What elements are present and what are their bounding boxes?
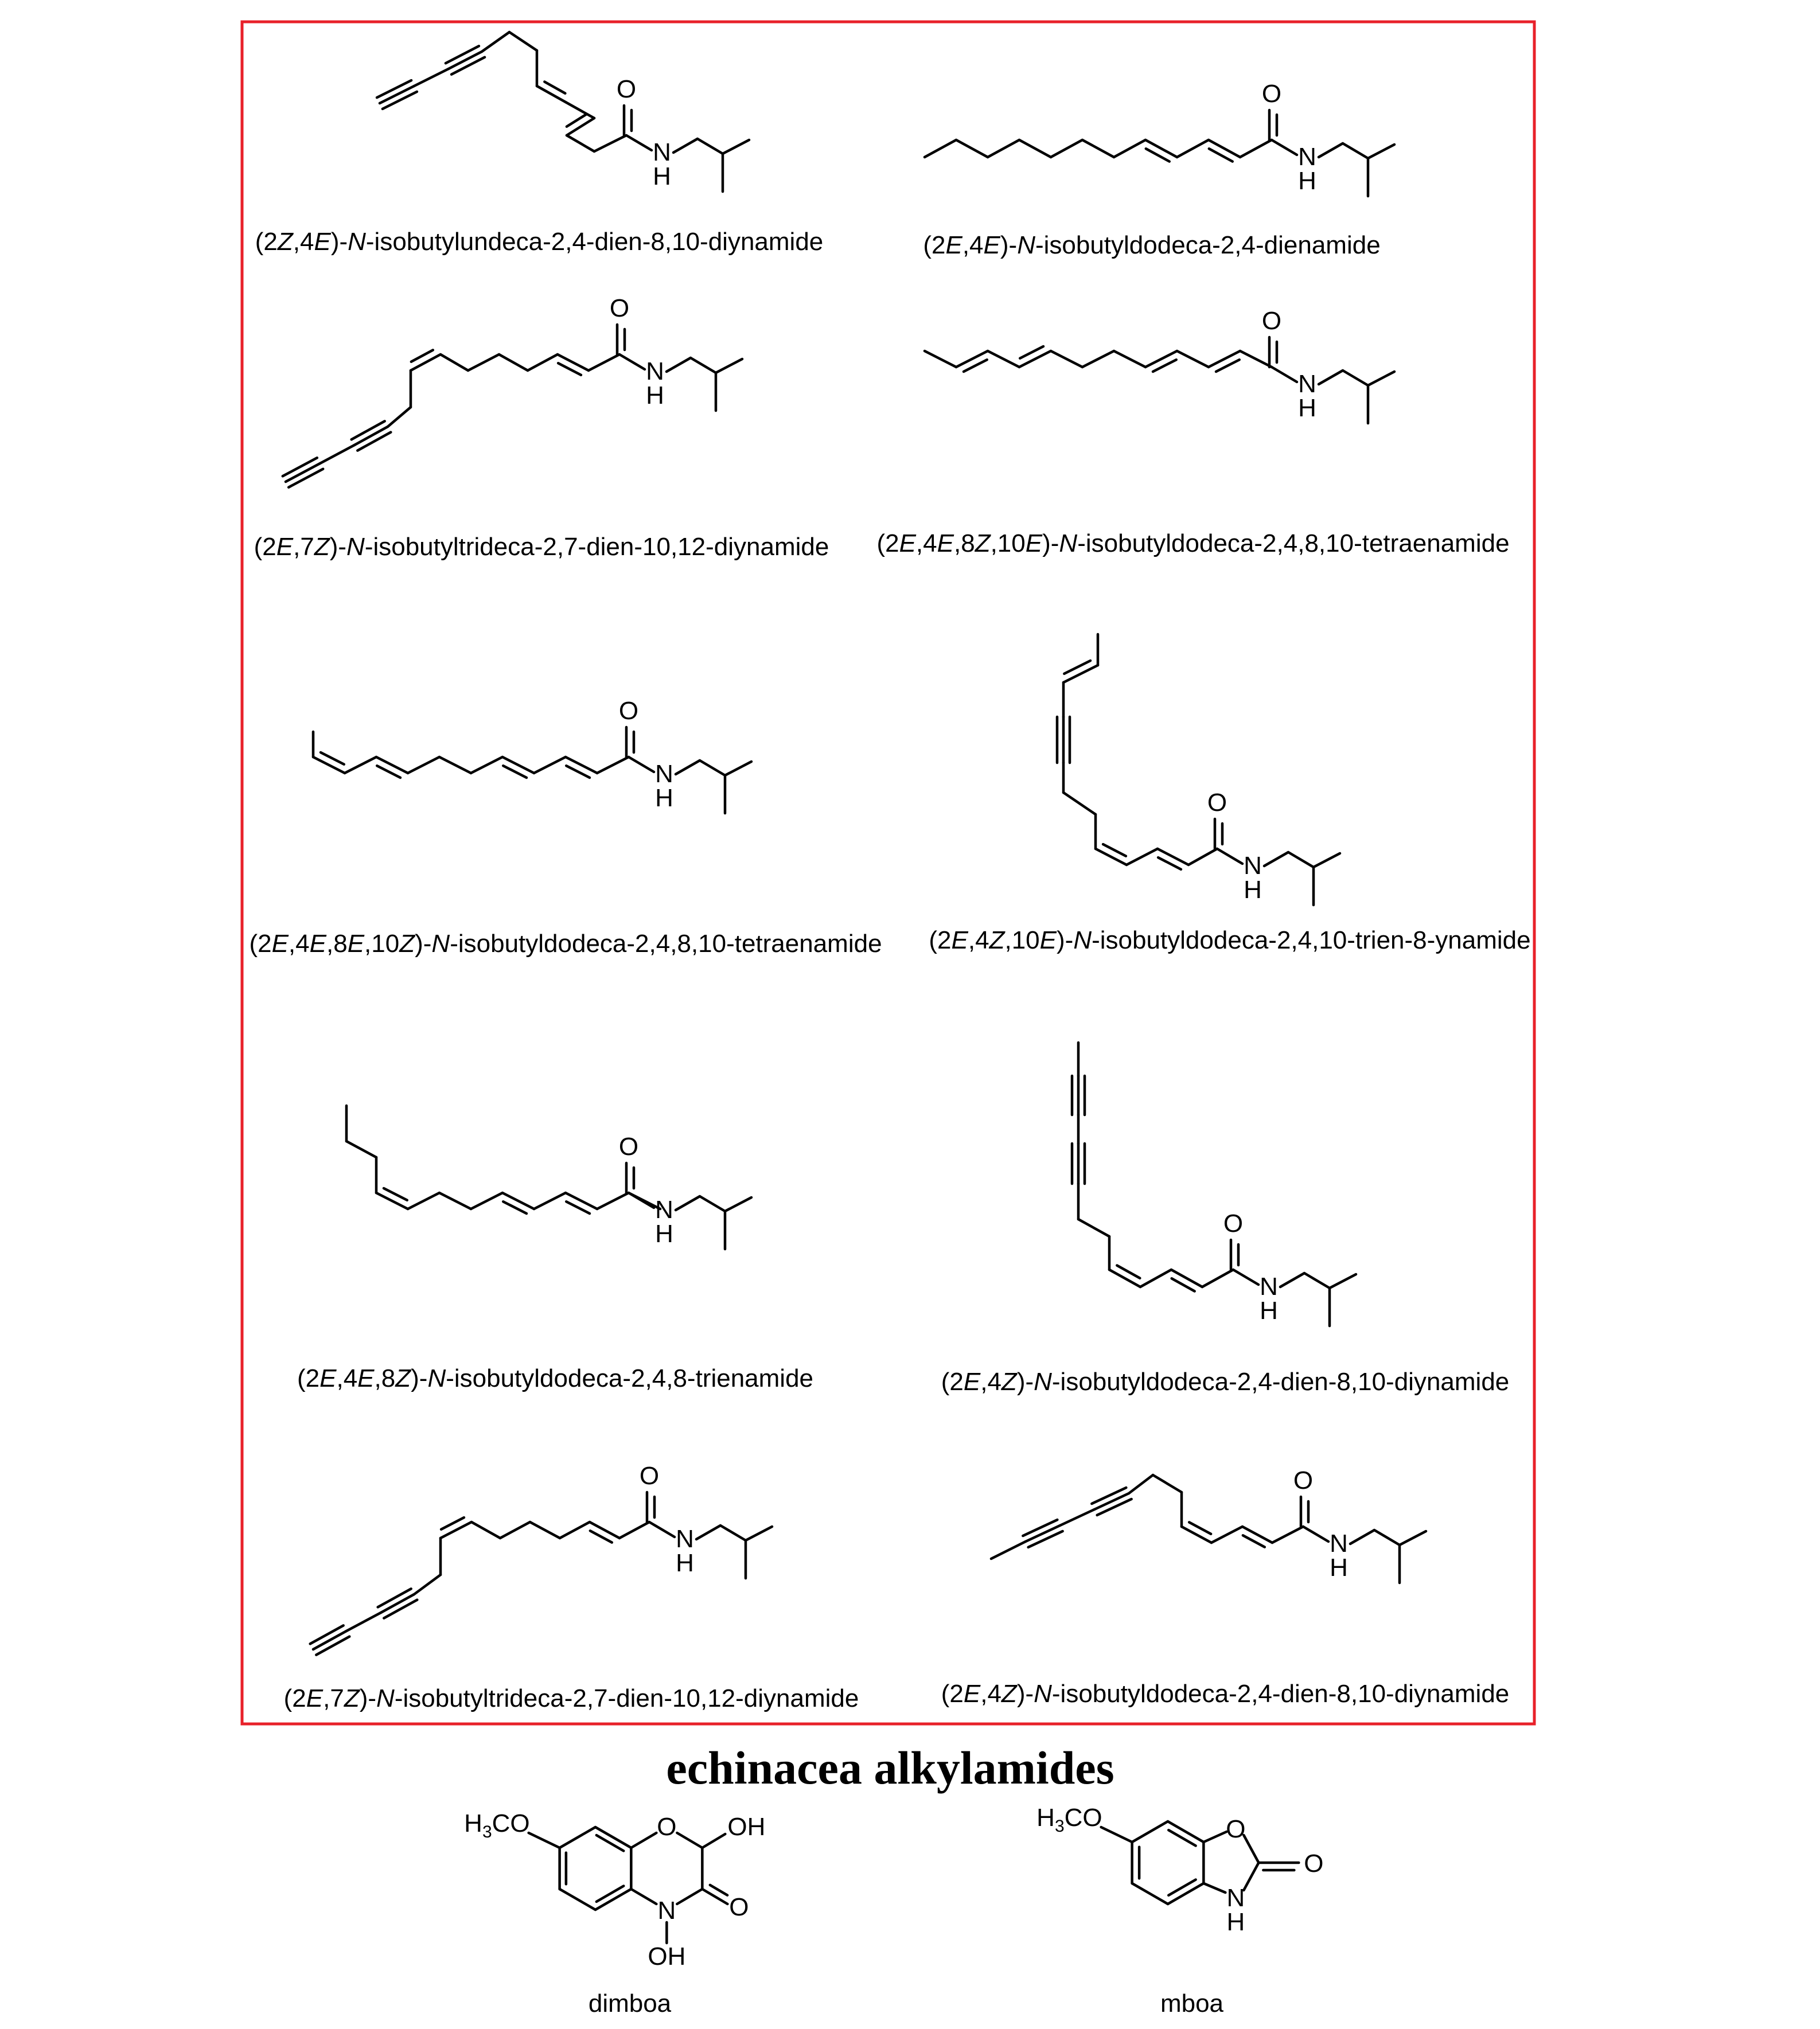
bond [566, 1193, 597, 1209]
bond [471, 1522, 500, 1538]
bond [925, 140, 956, 157]
nitrogen-label: N [653, 138, 671, 166]
bond [676, 760, 700, 774]
alkylamides-frame [242, 22, 1534, 1724]
bond [1211, 1527, 1242, 1543]
bond [1182, 1527, 1211, 1543]
n-hydroxyl-label: OH [648, 1942, 686, 1971]
oxygen-label: O [1261, 307, 1282, 335]
bond [408, 757, 439, 773]
oxygen-label: O [616, 75, 637, 103]
bond [509, 32, 537, 50]
bond [441, 1522, 471, 1538]
ring-bond [631, 1833, 656, 1848]
bond [1019, 140, 1051, 157]
bond [1177, 351, 1209, 367]
bond [589, 354, 619, 370]
bond [697, 139, 723, 154]
compound-name: (2E,4Z,10E)-N-isobutyldodeca-2,4,10-trien-8-ynamide [929, 926, 1531, 954]
bond [1314, 853, 1340, 867]
nitrogen-label: N [676, 1525, 694, 1553]
bond [482, 32, 509, 52]
oxygen-label: O [1223, 1209, 1244, 1238]
bond [619, 354, 645, 369]
bond [1304, 1273, 1330, 1288]
bond [1202, 1270, 1233, 1287]
methoxy-label: $H_3CO$ [464, 1809, 530, 1841]
oxygen-label: O [1207, 789, 1227, 817]
bond [597, 757, 629, 773]
bond [1082, 351, 1114, 367]
bond [1019, 351, 1051, 367]
bond [1280, 1273, 1304, 1287]
molecule-structures [249, 32, 1530, 2018]
aromatic-inner-bond [1168, 1830, 1195, 1845]
bond [1158, 849, 1188, 865]
bond [414, 1575, 441, 1594]
bond [1240, 140, 1272, 157]
compound-name: (2Z,4E)-N-isobutylundeca-2,4-dien-8,10-diynamide [255, 228, 824, 256]
bond [700, 760, 725, 775]
bond [567, 118, 594, 135]
bond [530, 1522, 560, 1538]
bond [1063, 793, 1096, 814]
bond [1145, 140, 1177, 157]
ring-bond [1244, 1863, 1258, 1890]
section-title: echinacea alkylamides [666, 1742, 1114, 1794]
bond [1303, 1527, 1328, 1542]
bond [1063, 665, 1098, 682]
bond [1233, 1270, 1258, 1285]
bond [566, 102, 594, 118]
hydrogen-label: H [1244, 876, 1262, 904]
carbonyl-oxygen-label: O [729, 1893, 749, 1921]
bond [376, 1193, 408, 1209]
bond [1240, 351, 1272, 367]
bond [1330, 1274, 1356, 1288]
molecule-10 [941, 1466, 1510, 1708]
ring-bond [677, 1889, 702, 1904]
nitrogen-label: N [657, 1897, 676, 1925]
nitrogen-label: N [655, 760, 673, 788]
oxygen-label: O [1261, 80, 1282, 108]
bond [691, 358, 716, 373]
hydrogen-label: H [653, 162, 671, 190]
bond [567, 135, 594, 151]
bond [667, 358, 691, 372]
hydrogen-label: H [1226, 1908, 1245, 1936]
bond [534, 757, 566, 773]
bond [649, 1522, 675, 1537]
bond [629, 757, 654, 772]
bond [388, 407, 411, 427]
oxygen-label: O [1293, 1466, 1314, 1495]
bond [619, 1522, 649, 1538]
bond [414, 69, 449, 86]
ring-oxygen-label: O [657, 1813, 677, 1841]
bond [1400, 1531, 1426, 1545]
bond [408, 1193, 439, 1209]
bond [1140, 1270, 1171, 1287]
ring-bond [677, 1833, 702, 1848]
bond [594, 135, 626, 151]
bond [1177, 140, 1209, 157]
bond [988, 140, 1019, 157]
oxygen-label: O [618, 697, 639, 725]
nitrogen-label: N [1330, 1529, 1348, 1558]
bond [439, 1193, 471, 1209]
bond [1242, 1527, 1272, 1543]
hydrogen-label: H [655, 784, 673, 812]
hydrogen-label: H [1298, 167, 1316, 195]
molecule-4 [876, 307, 1509, 557]
bond [320, 445, 354, 463]
bond [597, 1193, 629, 1209]
bond [1171, 1270, 1202, 1287]
molecule-1 [255, 32, 824, 256]
bond [534, 1193, 566, 1209]
bond [1127, 849, 1158, 865]
nitrogen-label: N [1244, 852, 1262, 880]
bond [1319, 370, 1343, 384]
bond [725, 1197, 751, 1211]
bond [1129, 1475, 1153, 1493]
bond [1153, 1475, 1182, 1492]
hydroxyl-bond [702, 1834, 725, 1848]
compound-name: (2E,7Z)-N-isobutyltrideca-2,7-dien-10,12-diynamide [283, 1684, 859, 1712]
compound-name: (2E,4E,8Z,10E)-N-isobutyldodeca-2,4,8,10-tetraenamide [876, 529, 1510, 557]
bond [502, 757, 534, 773]
ring-bond [1203, 1883, 1225, 1893]
bond [702, 1889, 727, 1904]
bond [725, 762, 751, 775]
bond [1188, 849, 1217, 865]
bond [1082, 140, 1114, 157]
bond [1288, 852, 1314, 867]
ring-bond [560, 1827, 595, 1848]
bond [1078, 1219, 1109, 1236]
bond [1096, 849, 1127, 865]
ring-bond [1244, 1835, 1258, 1863]
oxygen-label: O [618, 1133, 639, 1161]
bond [720, 1525, 746, 1540]
bond [411, 354, 441, 370]
compound-name: (2E,4E)-N-isobutyldodeca-2,4-dienamide [923, 231, 1381, 259]
bond [528, 354, 558, 370]
hydrogen-label: H [646, 381, 664, 409]
hydrogen-label: H [676, 1549, 694, 1577]
bond [1350, 1530, 1374, 1544]
bond [988, 351, 1019, 367]
methoxy-bond [1101, 1827, 1132, 1842]
nitrogen-label: N [1226, 1884, 1245, 1912]
bond [1114, 351, 1145, 367]
bond [1145, 351, 1177, 367]
bond [716, 359, 742, 373]
bond [1060, 1509, 1094, 1525]
molecule-6 [929, 634, 1530, 954]
bond [673, 139, 697, 153]
bond [723, 140, 749, 154]
bond [560, 1522, 590, 1538]
ring-oxygen-label: O [1226, 1815, 1246, 1843]
hydrogen-label: H [1260, 1297, 1278, 1325]
bond [313, 757, 345, 773]
mboa-name: mboa [1160, 1989, 1224, 2018]
bond [439, 757, 471, 773]
oxygen-label: O [609, 294, 630, 322]
bond [991, 1542, 1026, 1559]
molecule-3 [254, 294, 829, 561]
oxygen-label: O [639, 1462, 660, 1490]
bond [537, 86, 566, 102]
bond [676, 1196, 700, 1210]
aromatic-inner-bond [597, 1886, 623, 1902]
bond [1368, 372, 1394, 385]
bond [1272, 367, 1297, 382]
nitrogen-label: N [655, 1196, 673, 1224]
bond [696, 1525, 720, 1539]
bond [558, 354, 589, 370]
bond [566, 757, 597, 773]
bond [500, 1522, 530, 1538]
bond [471, 757, 502, 773]
bond [1374, 1530, 1400, 1545]
nitrogen-label: N [1298, 143, 1316, 171]
dimboa-name: dimboa [588, 1989, 672, 2018]
bond [925, 351, 956, 367]
hydrogen-label: H [1298, 394, 1316, 422]
aromatic-inner-bond [597, 1835, 623, 1851]
carbonyl-oxygen-label: O [1304, 1849, 1324, 1878]
nitrogen-label: N [1260, 1273, 1278, 1301]
bond [502, 1193, 534, 1209]
compound-name: (2E,4E,8E,10Z)-N-isobutyldodeca-2,4,8,10-tetraenamide [249, 930, 882, 958]
compound-name: (2E,4Z)-N-isobutyldodeca-2,4-dien-8,10-diynamide [941, 1368, 1510, 1396]
compound-name: (2E,4E,8Z)-N-isobutyldodeca-2,4,8-trienamide [297, 1364, 814, 1392]
bond [468, 354, 499, 370]
bond [700, 1196, 725, 1211]
bond [1217, 849, 1242, 864]
methoxy-label: $H_3CO$ [1036, 1804, 1102, 1836]
aromatic-inner-bond [1168, 1880, 1195, 1895]
bond [1209, 351, 1240, 367]
bond [1272, 140, 1297, 155]
bond [1051, 140, 1082, 157]
molecule-5 [249, 697, 882, 958]
bond [746, 1527, 772, 1540]
ring-bond [560, 1889, 595, 1910]
ring-bond [1132, 1821, 1168, 1842]
compound-name: (2E,7Z)-N-isobutyltrideca-2,7-dien-10,12-diynamide [254, 533, 829, 561]
bond [626, 135, 652, 150]
bond [590, 1522, 619, 1538]
nitrogen-label: N [1298, 370, 1316, 398]
bond [1319, 143, 1343, 157]
molecule-8 [941, 1043, 1510, 1396]
bond [1114, 140, 1145, 157]
bond [1051, 351, 1082, 367]
ring-bond [631, 1889, 656, 1904]
mboa-structure [1036, 1804, 1323, 2018]
bond [376, 757, 408, 773]
bond [471, 1193, 502, 1209]
bond [1368, 145, 1394, 158]
bond [1264, 852, 1288, 866]
hydroxyl-label: OH [727, 1813, 766, 1841]
molecule-2 [923, 80, 1394, 259]
bond [956, 140, 988, 157]
ring-bond [1132, 1883, 1168, 1904]
bond [345, 757, 376, 773]
bond [1209, 140, 1240, 157]
hydrogen-label: H [1330, 1554, 1348, 1582]
bond [629, 1193, 654, 1208]
molecule-7 [297, 1106, 813, 1392]
bond [956, 351, 988, 367]
molecule-9 [284, 1462, 859, 1712]
bond [1343, 370, 1368, 385]
hydrogen-label: H [655, 1220, 673, 1248]
compound-name: (2E,4Z)-N-isobutyldodeca-2,4-dien-8,10-diynamide [941, 1680, 1510, 1708]
bond [1272, 1527, 1303, 1543]
dimboa-structure [464, 1809, 765, 2018]
ring-bond [1203, 1832, 1226, 1842]
bond [346, 1613, 381, 1631]
bond [346, 1141, 376, 1157]
methoxy-bond [529, 1833, 560, 1848]
nitrogen-label: N [646, 357, 664, 385]
bond [499, 354, 528, 370]
bond [1343, 143, 1368, 158]
bond [441, 354, 468, 370]
bond [1109, 1270, 1140, 1287]
